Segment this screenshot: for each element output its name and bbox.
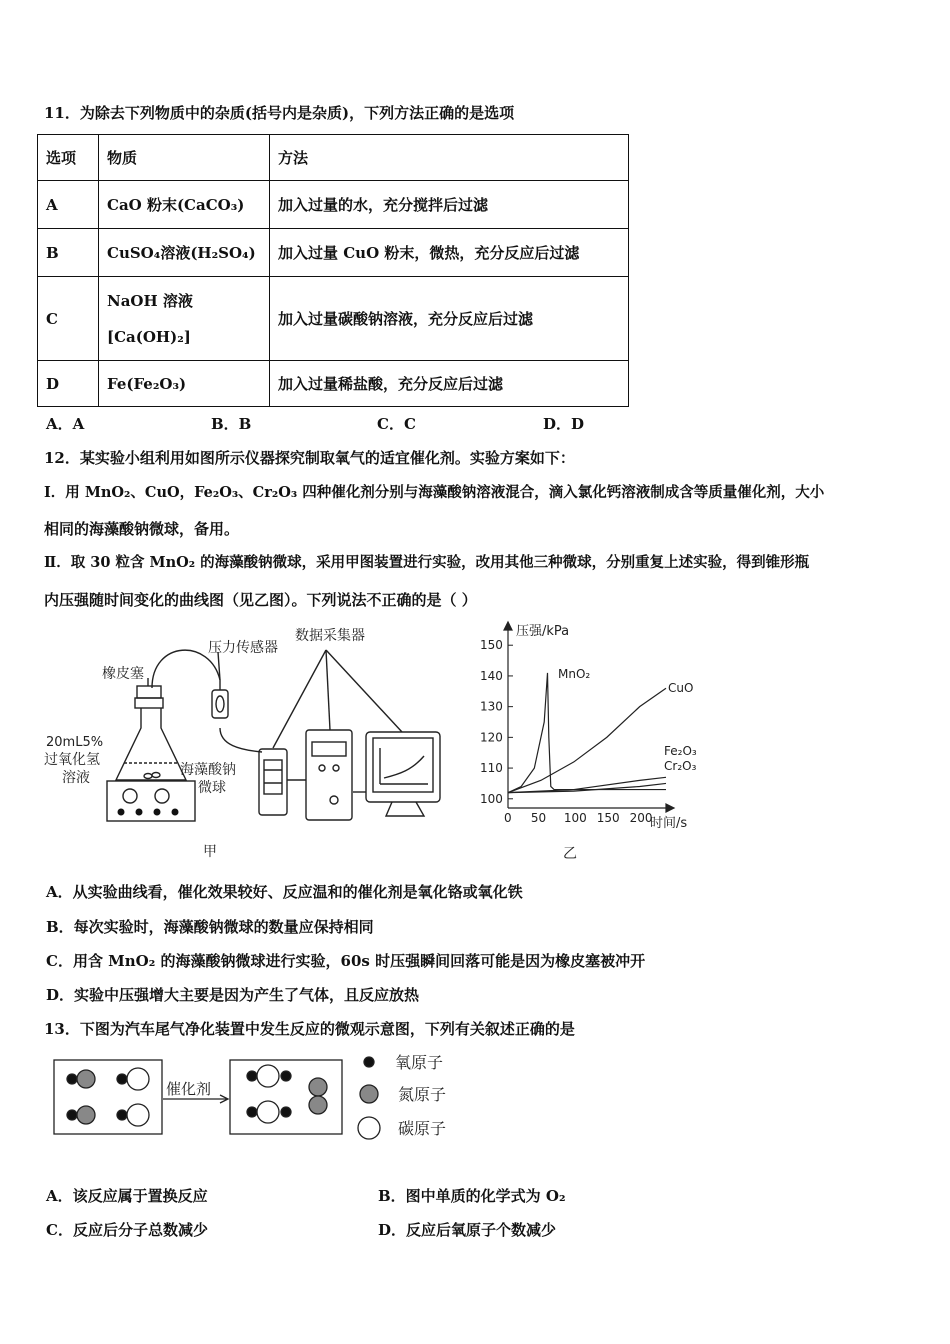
substance-cell: CaO 粉末(CaCO₃) bbox=[99, 181, 270, 229]
q11-choice-b[interactable]: B．B bbox=[211, 415, 252, 433]
option-cell: A bbox=[38, 181, 99, 229]
apparatus-diagram bbox=[40, 620, 460, 865]
q12-option-c[interactable]: C．用含 MnO₂ 的海藻酸钠微球进行实验，60s 时压强瞬间回落可能是因为橡皮塞被冲开 bbox=[46, 952, 646, 970]
q11-table bbox=[37, 134, 629, 407]
caption-yi: 乙 bbox=[563, 846, 577, 862]
label-stopper: 橡皮塞 bbox=[102, 666, 144, 682]
legend-nitrogen-icon bbox=[360, 1085, 378, 1103]
q13-option-d[interactable]: D．反应后氧原子个数减少 bbox=[378, 1221, 557, 1239]
method-cell: 加入过量的水，充分搅拌后过滤 bbox=[270, 181, 629, 229]
oxygen-atom bbox=[117, 1110, 127, 1120]
x-tick-label: 100 bbox=[563, 811, 587, 825]
label-sensor: 压力传感器 bbox=[208, 640, 278, 656]
nitrogen-atom bbox=[77, 1106, 95, 1124]
q13-option-c[interactable]: C．反应后分子总数减少 bbox=[46, 1221, 208, 1239]
x-tick-label: 150 bbox=[596, 811, 620, 825]
catalyst-label: 催化剂 bbox=[166, 1080, 212, 1098]
q12-option-b[interactable]: B．每次实验时，海藻酸钠微球的数量应保持相同 bbox=[46, 918, 374, 936]
x-tick-label: 200 bbox=[629, 811, 653, 825]
table-row bbox=[38, 229, 629, 277]
x-tick-label: 50 bbox=[530, 811, 547, 825]
y-tick-label: 150 bbox=[480, 638, 503, 653]
method-cell: 加入过量 CuO 粉末，微热，充分反应后过滤 bbox=[270, 229, 629, 277]
substance-cell bbox=[99, 277, 270, 361]
substance-line: NaOH 溶液 bbox=[107, 291, 193, 310]
q12-step1-cont: 相同的海藻酸钠微球，备用。 bbox=[44, 520, 240, 538]
substance-cell: Fe(Fe₂O₃) bbox=[99, 361, 270, 407]
table-header: 物质 bbox=[99, 135, 270, 181]
table-header: 选项 bbox=[38, 135, 99, 181]
label-beads: 海藻酸钠 bbox=[180, 762, 236, 778]
legend-nitrogen: 氮原子 bbox=[398, 1085, 447, 1104]
table-row bbox=[38, 181, 629, 229]
legend-carbon: 碳原子 bbox=[398, 1119, 447, 1138]
y-tick-label: 110 bbox=[480, 761, 503, 776]
q12-option-d[interactable]: D．实验中压强增大主要是因为产生了气体，且反应放热 bbox=[46, 986, 420, 1004]
q11-stem: 11．为除去下列物质中的杂质(括号内是杂质)，下列方法正确的是选项 bbox=[44, 104, 515, 122]
y-tick-label: 130 bbox=[480, 699, 503, 714]
oxygen-atom bbox=[67, 1074, 77, 1084]
table-header: 方法 bbox=[270, 135, 629, 181]
substance-cell: CuSO₄溶液(H₂SO₄) bbox=[99, 229, 270, 277]
table-row bbox=[38, 277, 629, 361]
label-beads: 微球 bbox=[198, 780, 226, 796]
label-solution: 20mL5% bbox=[46, 735, 104, 750]
legend-oxygen-icon bbox=[364, 1057, 374, 1067]
x-axis-label: 时间/s bbox=[650, 816, 688, 831]
oxygen-atom bbox=[67, 1110, 77, 1120]
series-label: Fe₂O₃ bbox=[664, 744, 697, 758]
q13-stem: 13．下图为汽车尾气净化装置中发生反应的微观示意图，下列有关叙述正确的是 bbox=[44, 1020, 575, 1038]
legend-oxygen: 氧原子 bbox=[395, 1053, 444, 1072]
q11-choice-a[interactable]: A．A bbox=[46, 415, 85, 433]
option-cell: D bbox=[38, 361, 99, 407]
y-tick-label: 140 bbox=[480, 668, 503, 683]
carbon-atom bbox=[127, 1068, 149, 1090]
q11-choice-c[interactable]: C．C bbox=[377, 415, 416, 433]
nitrogen-atom bbox=[309, 1096, 327, 1114]
carbon-atom bbox=[257, 1065, 279, 1087]
series-line bbox=[508, 688, 666, 792]
q13-option-a[interactable]: A．该反应属于置换反应 bbox=[46, 1187, 208, 1205]
q12-step2: Ⅱ．取 30 粒含 MnO₂ 的海藻酸钠微球，采用甲图装置进行实验，改用其他三种微球，分别重复上述实验，得到锥形瓶 bbox=[44, 554, 810, 571]
q12-step1: Ⅰ．用 MnO₂、CuO，Fe₂O₃、Cr₂O₃ 四种催化剂分别与海藻酸钠溶液混合，滴入氯化钙溶液制成含等质量催化剂，大小 bbox=[44, 484, 825, 501]
series-label: Cr₂O₃ bbox=[664, 759, 697, 773]
y-tick-label: 120 bbox=[480, 730, 503, 745]
series-label: CuO bbox=[668, 681, 694, 695]
q11-choice-d[interactable]: D．D bbox=[543, 415, 585, 433]
option-cell: C bbox=[38, 277, 99, 361]
legend-carbon-icon bbox=[358, 1117, 380, 1139]
series-label: MnO₂ bbox=[558, 667, 591, 681]
oxygen-atom bbox=[117, 1074, 127, 1084]
substance-line: [Ca(OH)₂] bbox=[107, 327, 191, 346]
oxygen-atom bbox=[247, 1071, 257, 1081]
q12-option-a[interactable]: A．从实验曲线看，催化效果较好、反应温和的催化剂是氧化铬或氧化铁 bbox=[46, 883, 523, 901]
label-collector: 数据采集器 bbox=[295, 628, 365, 644]
oxygen-atom bbox=[281, 1071, 291, 1081]
reaction-diagram bbox=[50, 1050, 470, 1150]
oxygen-atom bbox=[247, 1107, 257, 1117]
pressure-chart bbox=[470, 618, 710, 866]
x-tick-label: 0 bbox=[504, 811, 512, 825]
label-solution: 溶液 bbox=[62, 770, 90, 786]
method-cell: 加入过量稀盐酸，充分反应后过滤 bbox=[270, 361, 629, 407]
option-cell: B bbox=[38, 229, 99, 277]
y-axis-label: 压强/kPa bbox=[516, 624, 570, 639]
oxygen-atom bbox=[281, 1107, 291, 1117]
q12-step2-cont: 内压强随时间变化的曲线图（见乙图）。下列说法不正确的是（ ） bbox=[44, 591, 477, 609]
table-row bbox=[38, 361, 629, 407]
q13-option-b[interactable]: B．图中单质的化学式为 O₂ bbox=[378, 1187, 566, 1205]
label-solution: 过氧化氢 bbox=[44, 752, 100, 768]
carbon-atom bbox=[257, 1101, 279, 1123]
caption-jia: 甲 bbox=[203, 844, 217, 860]
q12-stem: 12．某实验小组利用如图所示仪器探究制取氧气的适宜催化剂。实验方案如下： bbox=[44, 449, 575, 467]
nitrogen-atom bbox=[77, 1070, 95, 1088]
method-cell: 加入过量碳酸钠溶液，充分反应后过滤 bbox=[270, 277, 629, 361]
y-tick-label: 100 bbox=[480, 791, 503, 806]
series-line bbox=[508, 673, 666, 793]
carbon-atom bbox=[127, 1104, 149, 1126]
nitrogen-atom bbox=[309, 1078, 327, 1096]
